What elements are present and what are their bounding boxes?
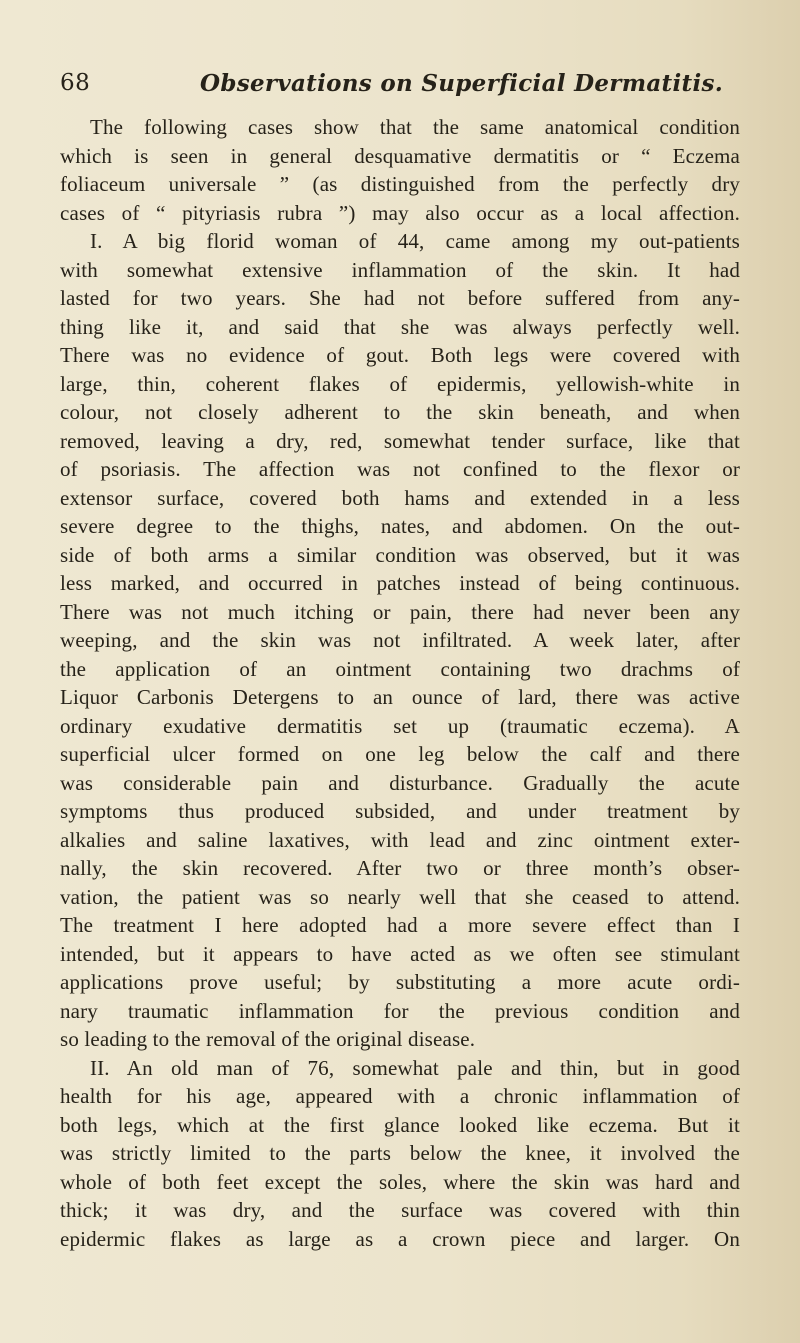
text-line: vation, the patient was so nearly well that she ceased to attend. xyxy=(60,884,740,909)
text-line: The following cases show that the same anatomical condition xyxy=(90,115,740,139)
text-line: superficial ulcer formed on one leg below the calf and there xyxy=(60,742,740,766)
text-line: removed, leaving a dry, red, somewhat tender surface, like that xyxy=(60,428,740,453)
text-line: large, thin, coherent flakes of epidermis, yellowish-white in xyxy=(60,371,740,396)
text-line: weeping, and the skin was not infiltrated. A week later, after xyxy=(60,628,740,652)
text-line: extensor surface, covered both hams and extended in a less xyxy=(60,485,740,510)
text-line: Liquor Carbonis Detergens to an ounce of lard, there was active xyxy=(60,685,740,709)
text-line: nary traumatic inflammation for the previous condition and xyxy=(60,998,740,1023)
text-line: epidermic flakes as large as a crown piece and larger. On xyxy=(60,1226,740,1251)
text-line: thing like it, and said that she was always perfectly well. xyxy=(60,314,740,339)
text-line: intended, but it appears to have acted as we often see stimulant xyxy=(60,941,740,966)
text-line: There was no evidence of gout. Both legs were covered with xyxy=(60,343,740,367)
text-line: There was not much itching or pain, there had never been any xyxy=(60,599,740,624)
text-line: both legs, which at the first glance looked like eczema. But it xyxy=(60,1112,740,1137)
page-header xyxy=(60,70,740,110)
text-line: symptoms thus produced subsided, and under treatment by xyxy=(60,799,740,823)
text-line: severe degree to the thighs, nates, and abdomen. On the out- xyxy=(60,514,740,538)
text-line: alkalies and saline laxatives, with lead and zinc ointment exter- xyxy=(60,827,740,852)
text-line: nally, the skin recovered. After two or three month’s obser- xyxy=(60,856,740,880)
text-line: side of both arms a similar condition was observed, but it was xyxy=(60,542,740,567)
text-line: of psoriasis. The affection was not confined to the flexor or xyxy=(60,457,740,481)
text-line: I. A big florid woman of 44, came among my out-patients xyxy=(90,229,740,253)
text-line: which is seen in general desquamative dermatitis or “ Eczema xyxy=(60,143,740,168)
text-line: with somewhat extensive inflammation of the skin. It had xyxy=(60,257,740,282)
text-line: the application of an ointment containing two drachms of xyxy=(60,656,740,681)
text-line: ordinary exudative dermatitis set up (traumatic eczema). A xyxy=(60,713,740,738)
text-line: II. An old man of 76, somewhat pale and thin, but in good xyxy=(90,1055,740,1080)
text-line: thick; it was dry, and the surface was covered with thin xyxy=(60,1198,740,1222)
text-line: so leading to the removal of the original disease. xyxy=(60,1027,476,1051)
text-line: lasted for two years. She had not before suffered from any- xyxy=(60,286,740,310)
text-line: was considerable pain and disturbance. Gradually the acute xyxy=(60,770,740,795)
text-line: foliaceum universale ” (as distinguished from the perfectly dry xyxy=(60,172,740,196)
running-title: Observations on Superficial Dermatitis. xyxy=(200,70,724,97)
text-line: whole of both feet except the soles, where the skin was hard and xyxy=(60,1169,740,1194)
text-line: cases of “ pityriasis rubra ”) may also occur as a local affection. xyxy=(60,200,740,225)
text-line: was strictly limited to the parts below the knee, it involved the xyxy=(60,1141,740,1165)
text-line: applications prove useful; by substituting a more acute ordi- xyxy=(60,970,740,994)
text-line: health for his age, appeared with a chronic inflammation of xyxy=(60,1084,740,1108)
text-line: colour, not closely adherent to the skin beneath, and when xyxy=(60,400,740,424)
page-number: 68 xyxy=(60,70,91,96)
text-line: less marked, and occurred in patches instead of being continuous. xyxy=(60,571,740,595)
text-line: The treatment I here adopted had a more severe effect than I xyxy=(60,913,740,937)
body-text xyxy=(60,113,740,1253)
